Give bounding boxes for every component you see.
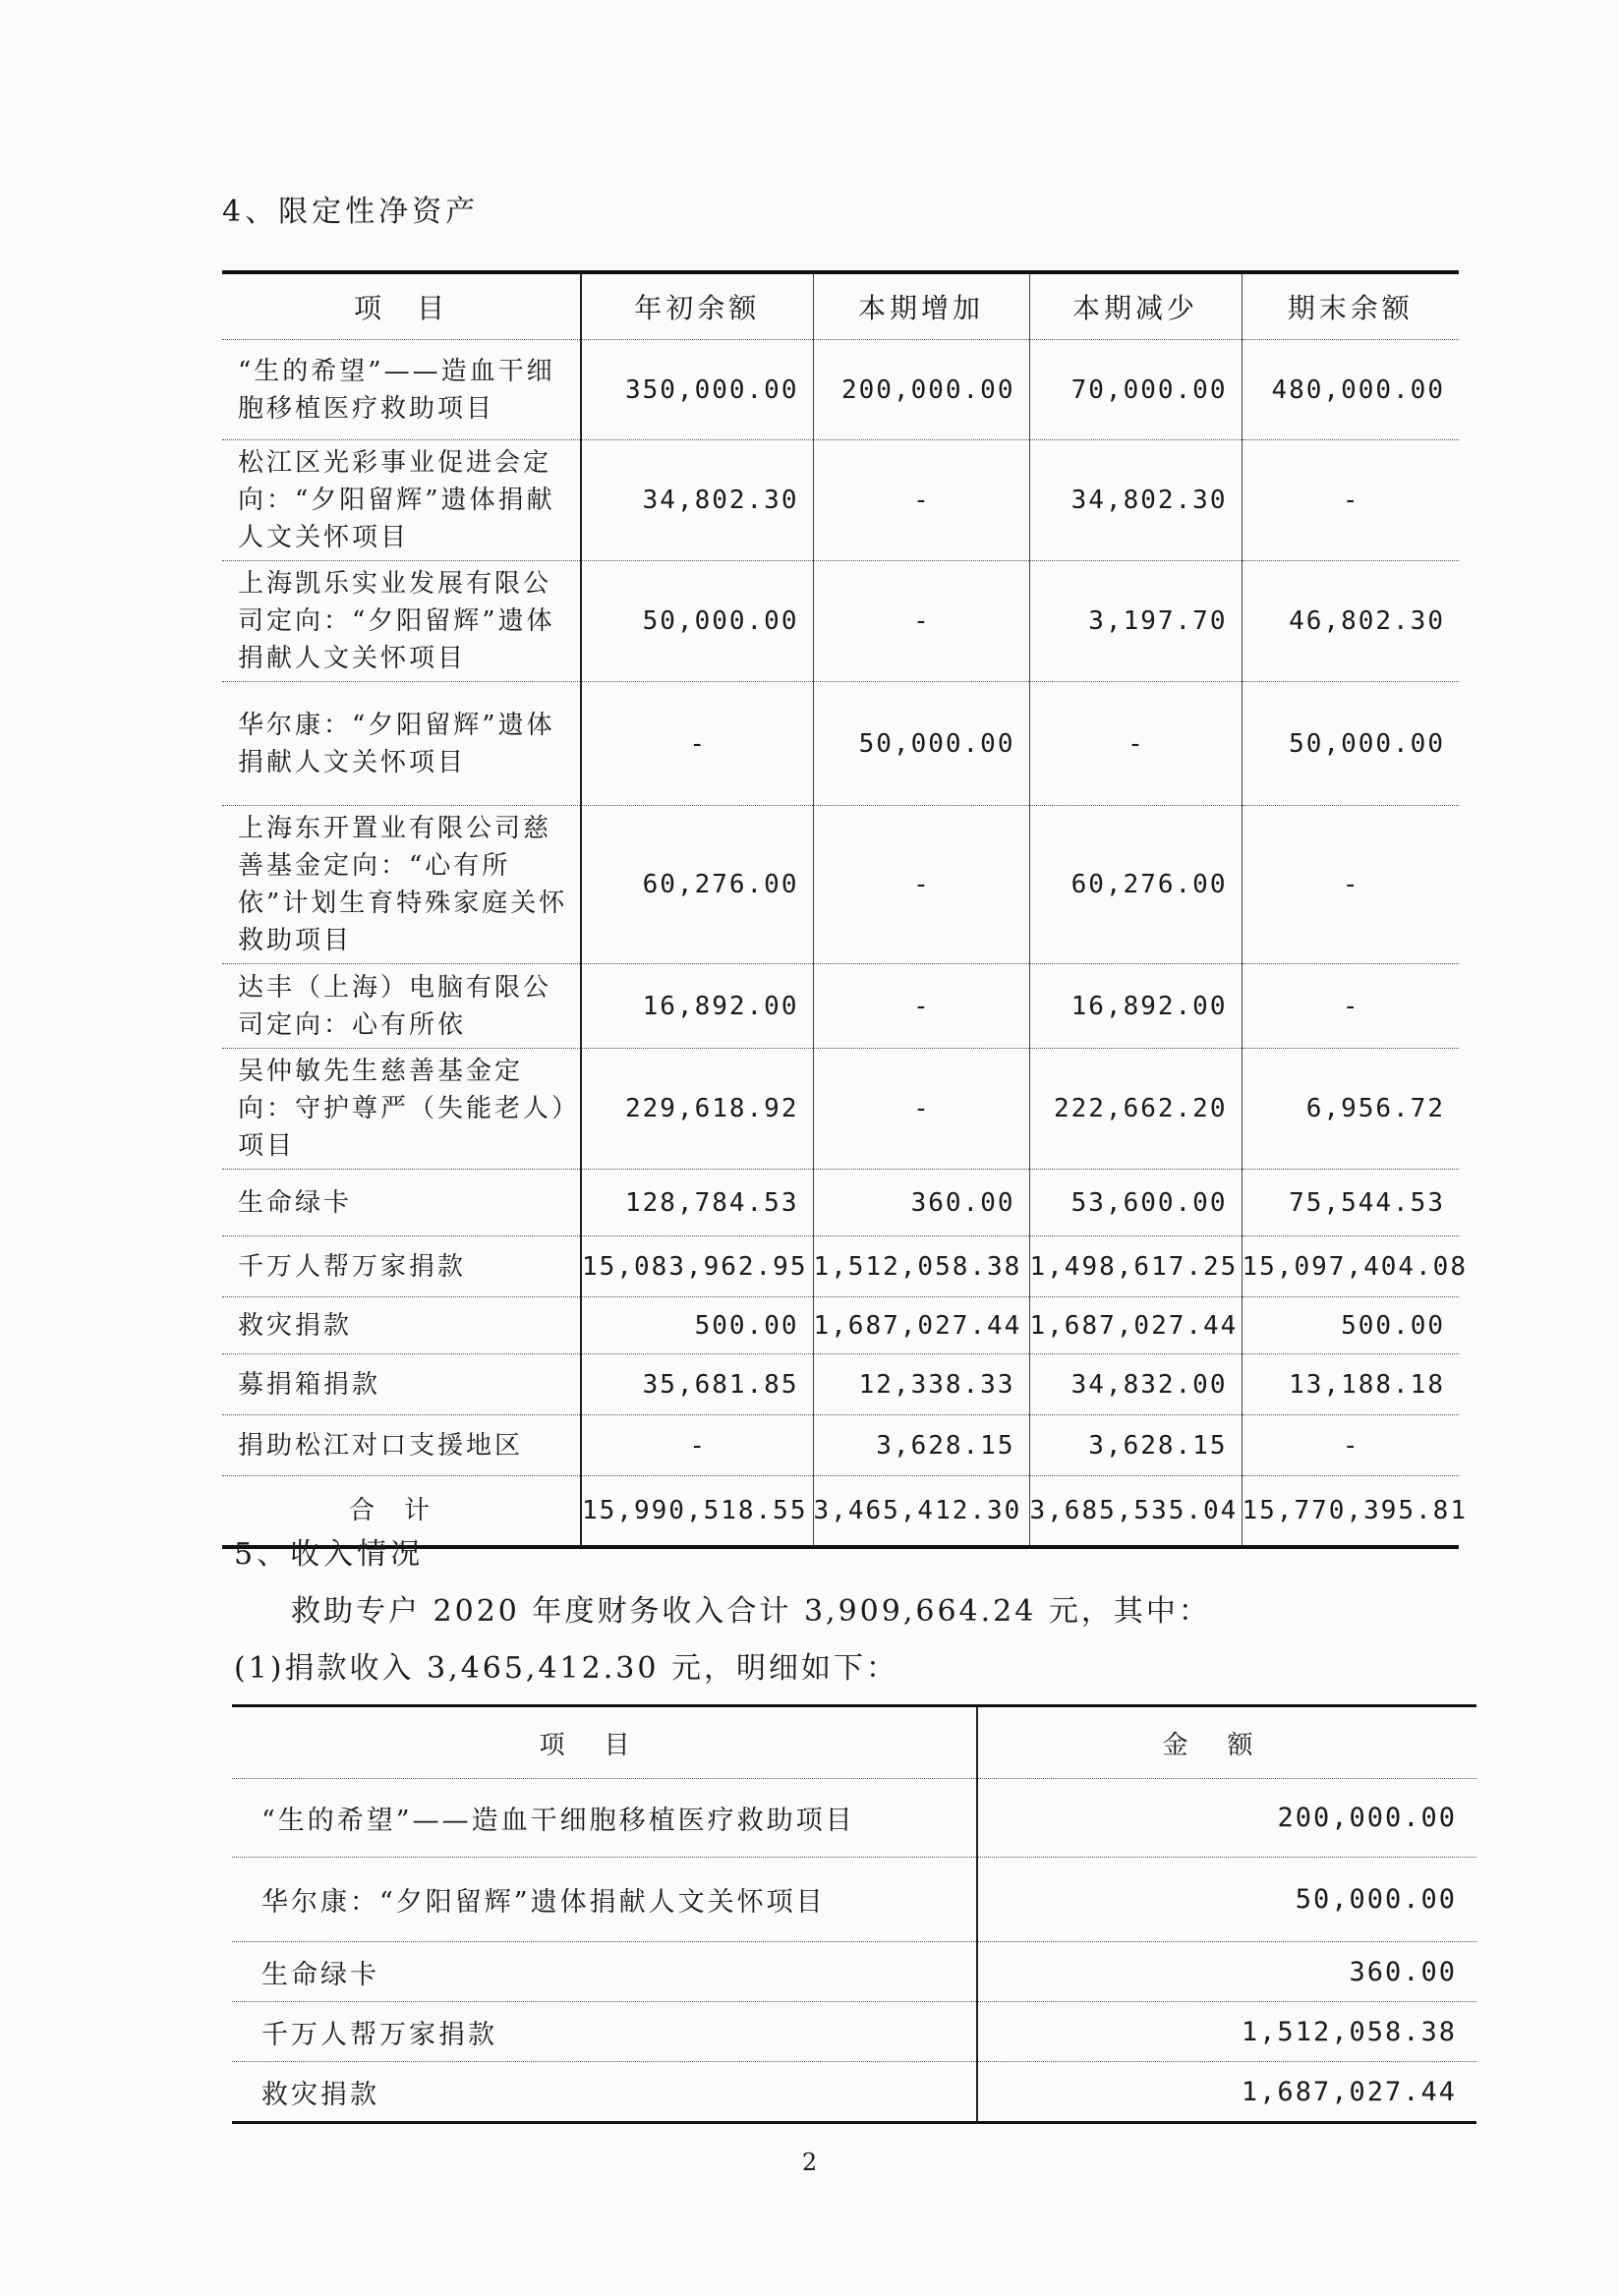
period-decrease-cell: 16,892.00 [1029,964,1242,1049]
closing-balance-cell: 6,956.72 [1242,1049,1459,1170]
table-row [222,440,1459,561]
period-increase-cell: 3,628.15 [813,1415,1029,1476]
row-item-cell: 生命绿卡 [232,1942,977,2002]
row-item-cell: 达丰（上海）电脑有限公司定向：心有所依 [222,964,581,1049]
period-increase-cell: 1,512,058.38 [813,1236,1029,1297]
period-increase-cell: 1,687,027.44 [813,1297,1029,1354]
closing-balance-cell: 50,000.00 [1242,682,1459,806]
table-row [222,1049,1459,1170]
row-item-cell: 华尔康：“夕阳留辉”遗体捐献人文关怀项目 [222,682,581,806]
row-item-cell: 救灾捐款 [222,1297,581,1354]
closing-balance-cell: - [1242,1415,1459,1476]
period-increase-cell: - [813,964,1029,1049]
table-row [232,1942,1476,2002]
table-row [222,340,1459,440]
period-increase-cell: - [813,561,1029,682]
amount-cell: 50,000.00 [977,1858,1476,1942]
table-header-row [232,1706,1476,1779]
row-item-cell: “生的希望”——造血干细胞移植医疗救助项目 [232,1779,977,1858]
row-item-cell: 上海东开置业有限公司慈善基金定向：“心有所依”计划生育特殊家庭关怀救助项目 [222,806,581,964]
row-item-cell: 捐助松江对口支援地区 [222,1415,581,1476]
closing-balance-cell: 75,544.53 [1242,1170,1459,1236]
opening-balance-cell: 128,784.53 [581,1170,813,1236]
opening-balance-cell: 350,000.00 [581,340,813,440]
table-header-row [222,272,1459,340]
period-decrease-cell: 34,832.00 [1029,1354,1242,1415]
period-decrease-cell: 70,000.00 [1029,340,1242,440]
row-item-cell: 上海凯乐实业发展有限公司定向：“夕阳留辉”遗体捐献人文关怀项目 [222,561,581,682]
period-decrease-cell: 222,662.20 [1029,1049,1242,1170]
page-number: 2 [801,2149,818,2176]
table-row [222,1297,1459,1354]
period-decrease-cell: 3,628.15 [1029,1415,1242,1476]
table-row [232,2002,1476,2062]
row-item-cell: 合计 [222,1476,581,1547]
closing-balance-cell: - [1242,806,1459,964]
closing-balance-cell: 15,770,395.81 [1242,1476,1459,1547]
amount-cell: 360.00 [977,1942,1476,2002]
period-increase-cell: 50,000.00 [813,682,1029,806]
period-increase-cell: 12,338.33 [813,1354,1029,1415]
opening-balance-cell: 34,802.30 [581,440,813,561]
column-header-closing: 期末余额 [1242,272,1459,340]
opening-balance-cell: 15,990,518.55 [581,1476,813,1547]
table-row [232,1779,1476,1858]
column-header-item: 项目 [232,1706,977,1779]
table-row [222,1415,1459,1476]
table-row [232,1858,1476,1942]
opening-balance-cell: 229,618.92 [581,1049,813,1170]
period-increase-cell: 3,465,412.30 [813,1476,1029,1547]
opening-balance-cell: - [581,1415,813,1476]
closing-balance-cell: 15,097,404.08 [1242,1236,1459,1297]
period-decrease-cell: 34,802.30 [1029,440,1242,561]
row-item-cell: 松江区光彩事业促进会定向：“夕阳留辉”遗体捐献人文关怀项目 [222,440,581,561]
period-increase-cell: - [813,1049,1029,1170]
column-header-increase: 本期增加 [813,272,1029,340]
table-row [232,2062,1476,2123]
section-5-heading: 5、收入情况 [234,1537,425,1572]
opening-balance-cell: 500.00 [581,1297,813,1354]
closing-balance-cell: 500.00 [1242,1297,1459,1354]
row-item-cell: 千万人帮万家捐款 [232,2002,977,2062]
row-item-cell: 华尔康：“夕阳留辉”遗体捐献人文关怀项目 [232,1858,977,1942]
opening-balance-cell: 60,276.00 [581,806,813,964]
table-row [222,1354,1459,1415]
table-row [222,1236,1459,1297]
table-row [222,561,1459,682]
table-row [222,1170,1459,1236]
row-item-cell: “生的希望”——造血干细胞移植医疗救助项目 [222,340,581,440]
income-intro-text: 救助专户 2020 年度财务收入合计 3,909,664.24 元，其中： [291,1594,1211,1629]
period-decrease-cell: 1,687,027.44 [1029,1297,1242,1354]
donation-income-table [232,1704,1476,2124]
closing-balance-cell: 480,000.00 [1242,340,1459,440]
period-decrease-cell: 3,685,535.04 [1029,1476,1242,1547]
period-decrease-cell: 1,498,617.25 [1029,1236,1242,1297]
row-item-cell: 生命绿卡 [222,1170,581,1236]
donation-income-text: (1)捐款收入 3,465,412.30 元，明细如下： [234,1651,898,1686]
table-row [222,964,1459,1049]
column-header-decrease: 本期减少 [1029,272,1242,340]
period-decrease-cell: 60,276.00 [1029,806,1242,964]
period-decrease-cell: 3,197.70 [1029,561,1242,682]
period-decrease-cell: 53,600.00 [1029,1170,1242,1236]
table-row [222,806,1459,964]
opening-balance-cell: 16,892.00 [581,964,813,1049]
closing-balance-cell: - [1242,440,1459,561]
opening-balance-cell: 50,000.00 [581,561,813,682]
opening-balance-cell: 35,681.85 [581,1354,813,1415]
column-header-item: 项 目 [222,272,581,340]
closing-balance-cell: - [1242,964,1459,1049]
table-row [222,682,1459,806]
opening-balance-cell: - [581,682,813,806]
period-increase-cell: 360.00 [813,1170,1029,1236]
period-increase-cell: - [813,806,1029,964]
row-item-cell: 救灾捐款 [232,2062,977,2123]
row-item-cell: 募捐箱捐款 [222,1354,581,1415]
closing-balance-cell: 13,188.18 [1242,1354,1459,1415]
amount-cell: 1,687,027.44 [977,2062,1476,2123]
opening-balance-cell: 15,083,962.95 [581,1236,813,1297]
period-increase-cell: - [813,440,1029,561]
closing-balance-cell: 46,802.30 [1242,561,1459,682]
amount-cell: 200,000.00 [977,1779,1476,1858]
restricted-net-assets-table [222,270,1468,1549]
amount-cell: 1,512,058.38 [977,2002,1476,2062]
period-decrease-cell: - [1029,682,1242,806]
column-header-opening: 年初余额 [581,272,813,340]
column-header-amount: 金额 [977,1706,1476,1779]
section-4-heading: 4、限定性净资产 [222,195,480,229]
period-increase-cell: 200,000.00 [813,340,1029,440]
row-item-cell: 吴仲敏先生慈善基金定向：守护尊严（失能老人）项目 [222,1049,581,1170]
row-item-cell: 千万人帮万家捐款 [222,1236,581,1297]
